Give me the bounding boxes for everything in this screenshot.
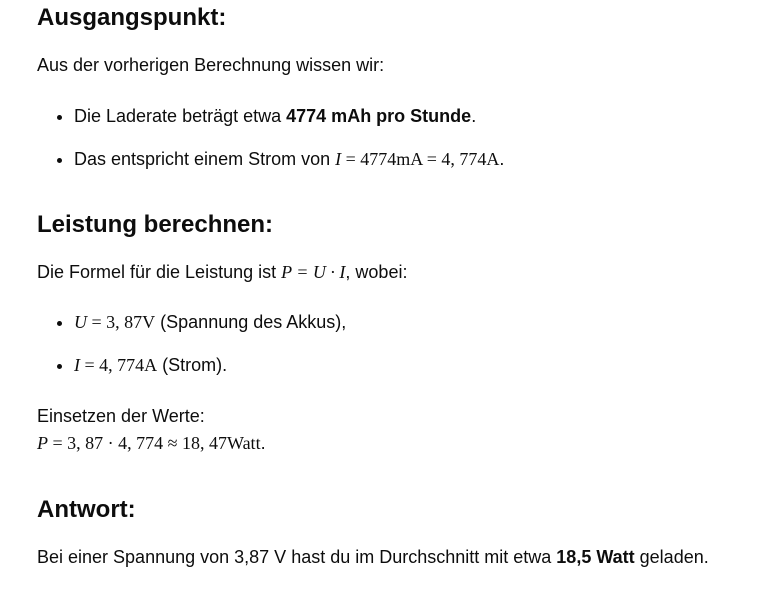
charge-rate-text: Die Laderate beträgt etwa bbox=[74, 106, 287, 126]
answer-paragraph bbox=[37, 544, 777, 571]
starting-point-list bbox=[37, 103, 777, 173]
current-value-formula bbox=[74, 355, 157, 375]
heading-antwort: Antwort: bbox=[37, 496, 136, 523]
heading-ausgangspunkt: Ausgangspunkt: bbox=[37, 4, 227, 31]
voltage-formula-rest: = 3, 87V bbox=[87, 312, 156, 332]
power-result-variable: P bbox=[37, 433, 48, 453]
power-formula-suffix: , wobei: bbox=[345, 262, 408, 282]
list-item-voltage bbox=[74, 309, 777, 336]
voltage-variable: U bbox=[74, 312, 87, 332]
charge-rate-value: 4774 mAh pro Stunde bbox=[286, 106, 472, 126]
power-formula-math: P = U · I bbox=[281, 262, 346, 282]
current-value-description: (Strom). bbox=[157, 355, 228, 375]
current-variable: I bbox=[335, 149, 342, 169]
list-item-charge-rate bbox=[74, 103, 777, 130]
current-value-variable: I bbox=[74, 355, 80, 375]
answer-value: 18,5 Watt bbox=[556, 547, 635, 567]
voltage-description: (Spannung des Akkus), bbox=[155, 312, 347, 332]
intro-paragraph: Aus der vorherigen Berechnung wissen wir: bbox=[37, 55, 385, 75]
current-value-formula-rest: = 4, 774A bbox=[80, 355, 158, 375]
current-formula bbox=[335, 149, 499, 169]
power-formula-text: Die Formel für die Leistung ist bbox=[37, 262, 282, 282]
power-result-formula bbox=[37, 433, 261, 453]
answer-suffix: geladen. bbox=[634, 547, 709, 567]
current-formula-rest: = 4774mA = 4, 774A bbox=[341, 149, 500, 169]
insert-values-formula bbox=[37, 430, 777, 457]
insert-values-label: Einsetzen der Werte: bbox=[37, 406, 205, 426]
list-item-current bbox=[74, 146, 777, 173]
current-text: Das entspricht einem Strom von bbox=[74, 149, 336, 169]
current-period: . bbox=[499, 149, 505, 169]
voltage-formula bbox=[74, 312, 155, 332]
answer-text: Bei einer Spannung von 3,87 V hast du im Durchschnitt mit etwa bbox=[37, 547, 557, 567]
charge-rate-period: . bbox=[471, 106, 477, 126]
variables-list bbox=[37, 309, 777, 379]
power-formula-paragraph bbox=[37, 259, 777, 286]
power-result-period: . bbox=[260, 433, 266, 453]
list-item-current-value bbox=[74, 352, 777, 379]
answer-document bbox=[37, 0, 777, 571]
heading-leistung-berechnen: Leistung berechnen: bbox=[37, 211, 274, 238]
power-result-rest: = 3, 87 · 4, 774 ≈ 18, 47Watt bbox=[48, 433, 261, 453]
